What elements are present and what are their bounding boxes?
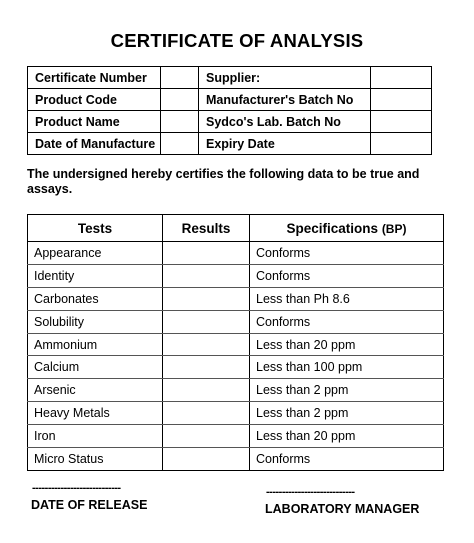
table-row <box>28 242 444 265</box>
info-row-certificate-number <box>28 67 432 89</box>
test-name: Solubility <box>28 310 163 333</box>
test-name: Appearance <box>28 242 163 265</box>
test-name: Carbonates <box>28 287 163 310</box>
test-result[interactable] <box>163 402 250 425</box>
test-result[interactable] <box>163 242 250 265</box>
tests-header: Tests <box>28 215 163 242</box>
test-result[interactable] <box>163 287 250 310</box>
product-code-value[interactable] <box>161 89 199 111</box>
table-row <box>28 264 444 287</box>
specifications-header-label: Specifications <box>286 220 379 236</box>
product-name-label: Product Name <box>28 111 161 133</box>
test-specification: Conforms <box>250 264 444 287</box>
supplier-value[interactable] <box>371 67 432 89</box>
test-name: Iron <box>28 425 163 448</box>
specifications-header-suffix: (BP) <box>381 221 407 236</box>
date-of-manufacture-label: Date of Manufacture <box>28 133 161 155</box>
date-of-release-label: DATE OF RELEASE <box>31 498 148 512</box>
date-of-manufacture-value[interactable] <box>161 133 199 155</box>
test-name: Arsenic <box>28 379 163 402</box>
test-specification: Less than 20 ppm <box>250 333 444 356</box>
table-row <box>28 425 444 448</box>
table-row <box>28 333 444 356</box>
test-result[interactable] <box>163 425 250 448</box>
lab-batch-label: Sydco's Lab. Batch No <box>199 111 371 133</box>
test-result[interactable] <box>163 310 250 333</box>
info-row-date-of-manufacture <box>28 133 432 155</box>
certificate-number-label: Certificate Number <box>28 67 161 89</box>
results-table <box>27 214 444 471</box>
certificate-number-value[interactable] <box>161 67 199 89</box>
expiry-date-value[interactable] <box>371 133 432 155</box>
test-result[interactable] <box>163 379 250 402</box>
test-specification: Conforms <box>250 310 444 333</box>
supplier-label: Supplier: <box>199 67 371 89</box>
test-name: Identity <box>28 264 163 287</box>
manufacturer-batch-value[interactable] <box>371 89 432 111</box>
results-header-row <box>28 215 444 242</box>
test-specification: Conforms <box>250 242 444 265</box>
table-row <box>28 402 444 425</box>
lab-batch-value[interactable] <box>371 111 432 133</box>
test-specification: Less than 100 ppm <box>250 356 444 379</box>
info-row-product-name <box>28 111 432 133</box>
test-name: Ammonium <box>28 333 163 356</box>
manager-signature-line: ---------------------------- <box>266 486 355 498</box>
test-result[interactable] <box>163 264 250 287</box>
table-row <box>28 379 444 402</box>
certification-statement: The undersigned hereby certifies the following data to be true and assays. <box>27 167 420 196</box>
laboratory-manager-label: LABORATORY MANAGER <box>265 502 420 516</box>
test-specification: Conforms <box>250 448 444 471</box>
table-row <box>28 310 444 333</box>
table-row <box>28 356 444 379</box>
release-signature-line: ---------------------------- <box>32 482 121 494</box>
test-result[interactable] <box>163 356 250 379</box>
test-specification: Less than 2 ppm <box>250 402 444 425</box>
table-row <box>28 287 444 310</box>
test-specification: Less than 2 ppm <box>250 379 444 402</box>
manufacturer-batch-label: Manufacturer's Batch No <box>199 89 371 111</box>
test-result[interactable] <box>163 448 250 471</box>
table-row <box>28 448 444 471</box>
expiry-date-label: Expiry Date <box>199 133 371 155</box>
test-result[interactable] <box>163 333 250 356</box>
product-name-value[interactable] <box>161 111 199 133</box>
info-row-product-code <box>28 89 432 111</box>
test-name: Micro Status <box>28 448 163 471</box>
product-code-label: Product Code <box>28 89 161 111</box>
certificate-info-table <box>27 66 432 155</box>
document-title: CERTIFICATE OF ANALYSIS <box>110 30 364 51</box>
test-name: Calcium <box>28 356 163 379</box>
test-name: Heavy Metals <box>28 402 163 425</box>
results-header: Results <box>163 215 250 242</box>
test-specification: Less than 20 ppm <box>250 425 444 448</box>
test-specification: Less than Ph 8.6 <box>250 287 444 310</box>
specifications-header <box>250 215 444 242</box>
